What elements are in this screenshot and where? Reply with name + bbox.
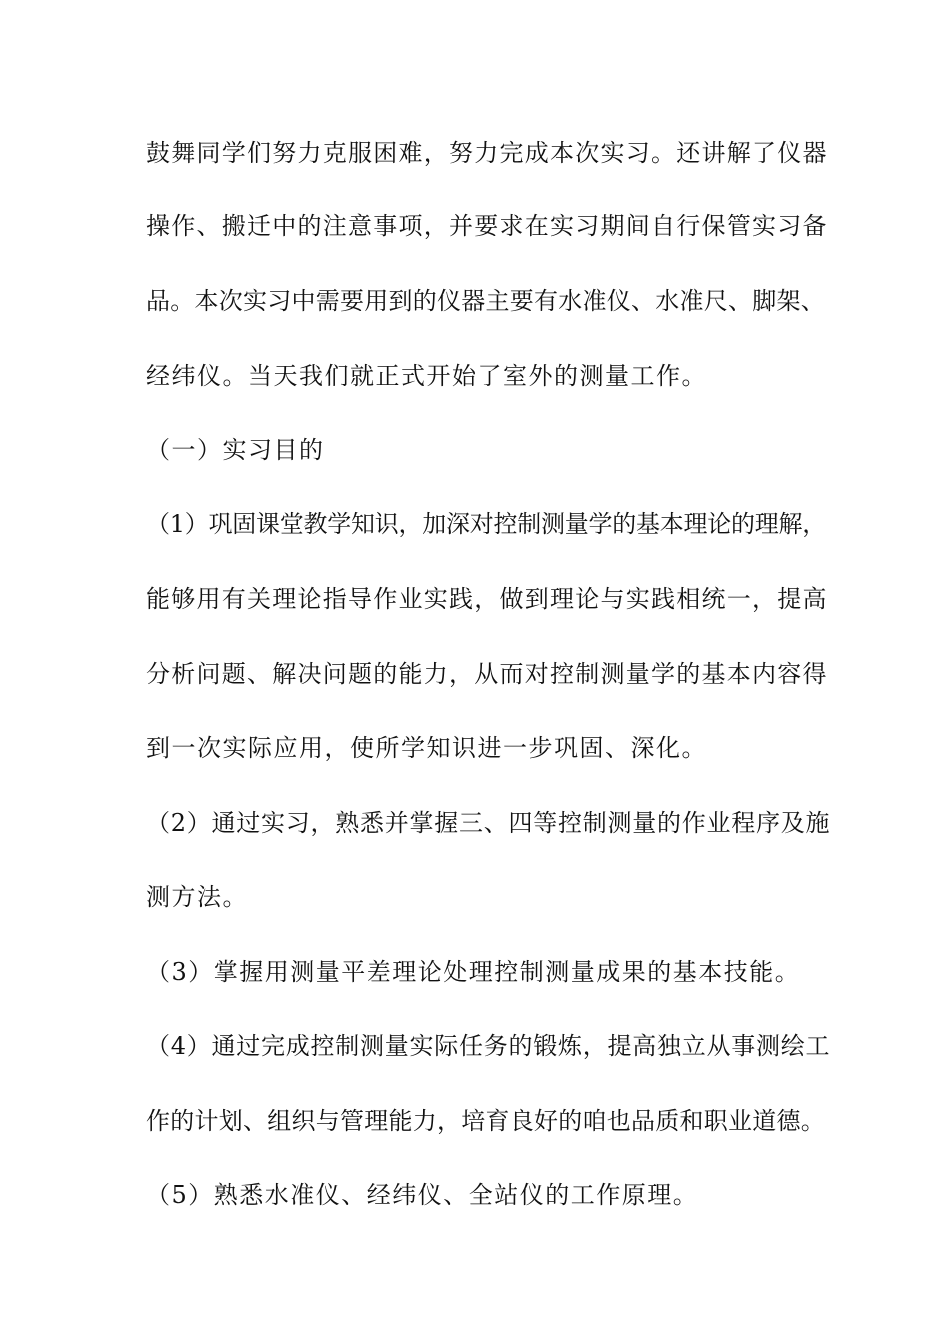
paragraph-line: 到一次实际应用，使所学知识进一步巩固、深化。	[146, 734, 707, 762]
paragraph-line: 品。本次实习中需要用到的仪器主要有水准仪、水准尺、脚架、	[146, 287, 825, 315]
paragraph-line: 分析问题、解决问题的能力，从而对控制测量学的基本内容得	[146, 660, 828, 688]
paragraph-line: 作的计划、组织与管理能力，培育良好的咱也品质和职业道德。	[146, 1107, 825, 1135]
list-item: （4）通过完成控制测量实际任务的锻炼，提高独立从事测绘工	[146, 1032, 831, 1060]
paragraph-line: 能够用有关理论指导作业实践，做到理论与实践相统一，提高	[146, 585, 828, 613]
section-heading: （一）实习目的	[146, 436, 325, 464]
paragraph-line: 测方法。	[146, 883, 248, 911]
paragraph-line: 经纬仪。当天我们就正式开始了室外的测量工作。	[146, 362, 707, 390]
list-item: （2）通过实习，熟悉并掌握三、四等控制测量的作业程序及施	[146, 809, 831, 837]
list-item: （5）熟悉水准仪、经纬仪、全站仪的工作原理。	[146, 1181, 699, 1209]
paragraph-line: 鼓舞同学们努力克服困难，努力完成本次实习。还讲解了仪器	[146, 139, 828, 167]
list-item: （3）掌握用测量平差理论处理控制测量成果的基本技能。	[146, 958, 801, 986]
paragraph-line: 操作、搬迁中的注意事项，并要求在实习期间自行保管实习备	[146, 212, 828, 240]
list-item: （1）巩固课堂教学知识，加深对控制测量学的基本理论的理解，	[146, 510, 827, 538]
